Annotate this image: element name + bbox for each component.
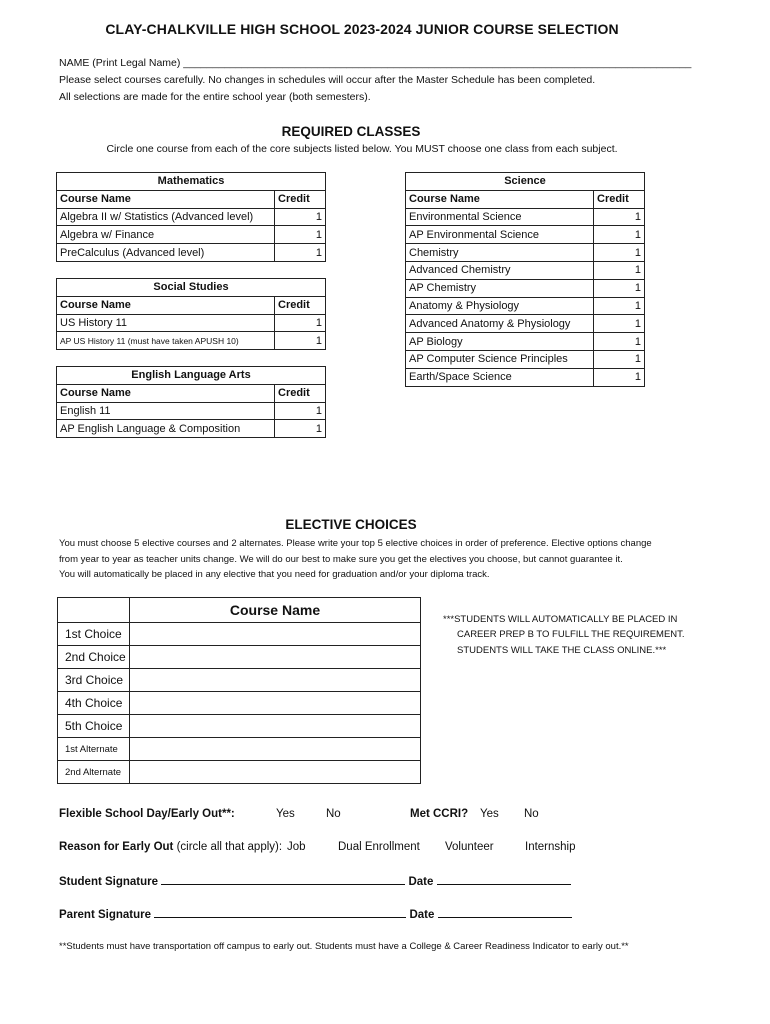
- elective-line-2: from year to year as teacher units change. We will do our best to make sure you get the electives you choose, but cannot guarantee it.: [59, 554, 623, 565]
- career-prep-note-2: CAREER PREP B TO FULFILL THE REQUIREMENT.: [457, 629, 685, 640]
- table-row[interactable]: [406, 261, 645, 279]
- parent-signature-field[interactable]: [154, 907, 406, 918]
- col-course-name: Course Name: [57, 296, 275, 314]
- table-row[interactable]: [57, 332, 326, 350]
- ela-title: English Language Arts: [57, 367, 326, 385]
- math-table: [56, 172, 326, 262]
- course-name[interactable]: AP US History 11 (must have taken APUSH 10): [57, 332, 275, 350]
- reason-internship-option[interactable]: Internship: [525, 841, 576, 853]
- credit-value: 1: [594, 208, 645, 226]
- table-row[interactable]: [406, 279, 645, 297]
- choice-3-input[interactable]: [130, 669, 421, 692]
- course-name[interactable]: AP Computer Science Principles: [406, 350, 594, 368]
- col-course-name: Course Name: [57, 384, 275, 402]
- credit-value: 1: [594, 261, 645, 279]
- ccri-no-option[interactable]: No: [524, 808, 539, 820]
- course-name[interactable]: Environmental Science: [406, 208, 594, 226]
- course-name[interactable]: AP Chemistry: [406, 279, 594, 297]
- choice-2-input[interactable]: [130, 646, 421, 669]
- credit-value: 1: [275, 402, 326, 420]
- ccri-label: Met CCRI?: [410, 808, 469, 820]
- student-signature-label: Student Signature: [59, 876, 159, 888]
- page-title: CLAY-CHALKVILLE HIGH SCHOOL 2023-2024 JUNIOR COURSE SELECTION: [105, 21, 619, 37]
- flex-yes-option[interactable]: Yes: [276, 808, 295, 820]
- course-name[interactable]: Algebra II w/ Statistics (Advanced level): [57, 208, 275, 226]
- elective-heading: ELECTIVE CHOICES: [285, 517, 417, 532]
- credit-value: 1: [594, 368, 645, 386]
- table-row[interactable]: [406, 368, 645, 386]
- choice-1-input[interactable]: [130, 623, 421, 646]
- social-studies-title: Social Studies: [57, 279, 326, 297]
- name-line[interactable]: NAME (Print Legal Name) _______________________________________________________________________________________: [59, 57, 692, 69]
- course-name[interactable]: Advanced Chemistry: [406, 261, 594, 279]
- reason-job-option[interactable]: Job: [287, 841, 306, 853]
- credit-value: 1: [594, 315, 645, 333]
- credit-value: 1: [275, 226, 326, 244]
- course-name[interactable]: Earth/Space Science: [406, 368, 594, 386]
- reason-row: [59, 841, 282, 853]
- credit-value: 1: [275, 420, 326, 438]
- intro-line-2: All selections are made for the entire school year (both semesters).: [59, 91, 371, 103]
- ela-table: [56, 366, 326, 438]
- math-title: Mathematics: [57, 173, 326, 191]
- intro-line-1: Please select courses carefully. No changes in schedules will occur after the Master Schedule has been completed.: [59, 74, 596, 86]
- col-credit: Credit: [594, 190, 645, 208]
- reason-label: Reason for Early Out: [59, 841, 174, 853]
- credit-value: 1: [594, 350, 645, 368]
- blank-corner: [58, 598, 130, 623]
- career-prep-note-3: STUDENTS WILL TAKE THE CLASS ONLINE.***: [457, 645, 667, 656]
- credit-value: 1: [594, 244, 645, 262]
- credit-value: 1: [275, 244, 326, 262]
- credit-value: 1: [594, 333, 645, 351]
- alternate-label: 1st Alternate: [58, 738, 130, 761]
- col-credit: Credit: [275, 190, 326, 208]
- course-name[interactable]: Advanced Anatomy & Physiology: [406, 315, 594, 333]
- science-title: Science: [406, 173, 645, 191]
- course-name[interactable]: AP Biology: [406, 333, 594, 351]
- table-row[interactable]: [406, 350, 645, 368]
- course-name[interactable]: PreCalculus (Advanced level): [57, 244, 275, 262]
- course-name[interactable]: Anatomy & Physiology: [406, 297, 594, 315]
- footnote: **Students must have transportation off campus to early out. Students must have a College & Career Readiness Indicator to early out.**: [59, 941, 629, 952]
- table-row[interactable]: [57, 244, 326, 262]
- course-name[interactable]: AP Environmental Science: [406, 226, 594, 244]
- credit-value: 1: [275, 332, 326, 350]
- student-date-label: Date: [408, 876, 434, 888]
- col-course-name: Course Name: [406, 190, 594, 208]
- col-course-name: Course Name: [57, 190, 275, 208]
- choice-label: 5th Choice: [58, 715, 130, 738]
- course-name[interactable]: AP English Language & Composition: [57, 420, 275, 438]
- credit-value: 1: [594, 297, 645, 315]
- parent-date-field[interactable]: [438, 907, 572, 918]
- parent-signature-row: [59, 907, 572, 921]
- table-row[interactable]: [57, 314, 326, 332]
- table-row[interactable]: [57, 420, 326, 438]
- science-table: [405, 172, 645, 387]
- credit-value: 1: [594, 226, 645, 244]
- reason-dual-enrollment-option[interactable]: Dual Enrollment: [338, 841, 420, 853]
- parent-signature-label: Parent Signature: [59, 909, 152, 921]
- elective-line-3: You will automatically be placed in any elective that you need for graduation and/or your diploma track.: [59, 569, 490, 580]
- choice-label: 4th Choice: [58, 692, 130, 715]
- credit-value: 1: [275, 314, 326, 332]
- course-name[interactable]: English 11: [57, 402, 275, 420]
- table-row[interactable]: [406, 333, 645, 351]
- reason-volunteer-option[interactable]: Volunteer: [445, 841, 494, 853]
- elective-line-1: You must choose 5 elective courses and 2 alternates. Please write your top 5 elective choices in order of preference. Elective options change: [59, 538, 652, 549]
- social-studies-table: [56, 278, 326, 350]
- table-row[interactable]: [57, 402, 326, 420]
- col-credit: Credit: [275, 296, 326, 314]
- alternate-label: 2nd Alternate: [58, 761, 130, 784]
- table-row[interactable]: [406, 244, 645, 262]
- parent-date-label: Date: [409, 909, 435, 921]
- credit-value: 1: [594, 279, 645, 297]
- choice-5-input[interactable]: [130, 715, 421, 738]
- course-name[interactable]: Algebra w/ Finance: [57, 226, 275, 244]
- required-subheading: Circle one course from each of the core subjects listed below. You MUST choose one class from each subject.: [106, 143, 618, 155]
- alternate-2-input[interactable]: [130, 761, 421, 784]
- course-name-header: Course Name: [130, 598, 421, 623]
- choice-label: 2nd Choice: [58, 646, 130, 669]
- student-signature-row: [59, 874, 571, 888]
- required-heading: REQUIRED CLASSES: [281, 124, 421, 139]
- course-name[interactable]: US History 11: [57, 314, 275, 332]
- col-credit: Credit: [275, 384, 326, 402]
- ccri-yes-option[interactable]: Yes: [480, 808, 499, 820]
- course-name[interactable]: Chemistry: [406, 244, 594, 262]
- flex-day-label: Flexible School Day/Early Out**:: [59, 808, 235, 820]
- student-signature-field[interactable]: [161, 874, 405, 885]
- table-row[interactable]: [406, 297, 645, 315]
- table-row[interactable]: [406, 315, 645, 333]
- choice-label: 3rd Choice: [58, 669, 130, 692]
- table-row[interactable]: [57, 208, 326, 226]
- choice-4-input[interactable]: [130, 692, 421, 715]
- alternate-1-input[interactable]: [130, 738, 421, 761]
- choice-label: 1st Choice: [58, 623, 130, 646]
- table-row[interactable]: [406, 226, 645, 244]
- student-date-field[interactable]: [437, 874, 571, 885]
- credit-value: 1: [275, 208, 326, 226]
- reason-hint: (circle all that apply):: [176, 841, 283, 853]
- career-prep-note-1: ***STUDENTS WILL AUTOMATICALLY BE PLACED IN: [443, 614, 678, 625]
- table-row[interactable]: [406, 208, 645, 226]
- elective-choices-table: [57, 597, 421, 784]
- flex-no-option[interactable]: No: [326, 808, 341, 820]
- table-row[interactable]: [57, 226, 326, 244]
